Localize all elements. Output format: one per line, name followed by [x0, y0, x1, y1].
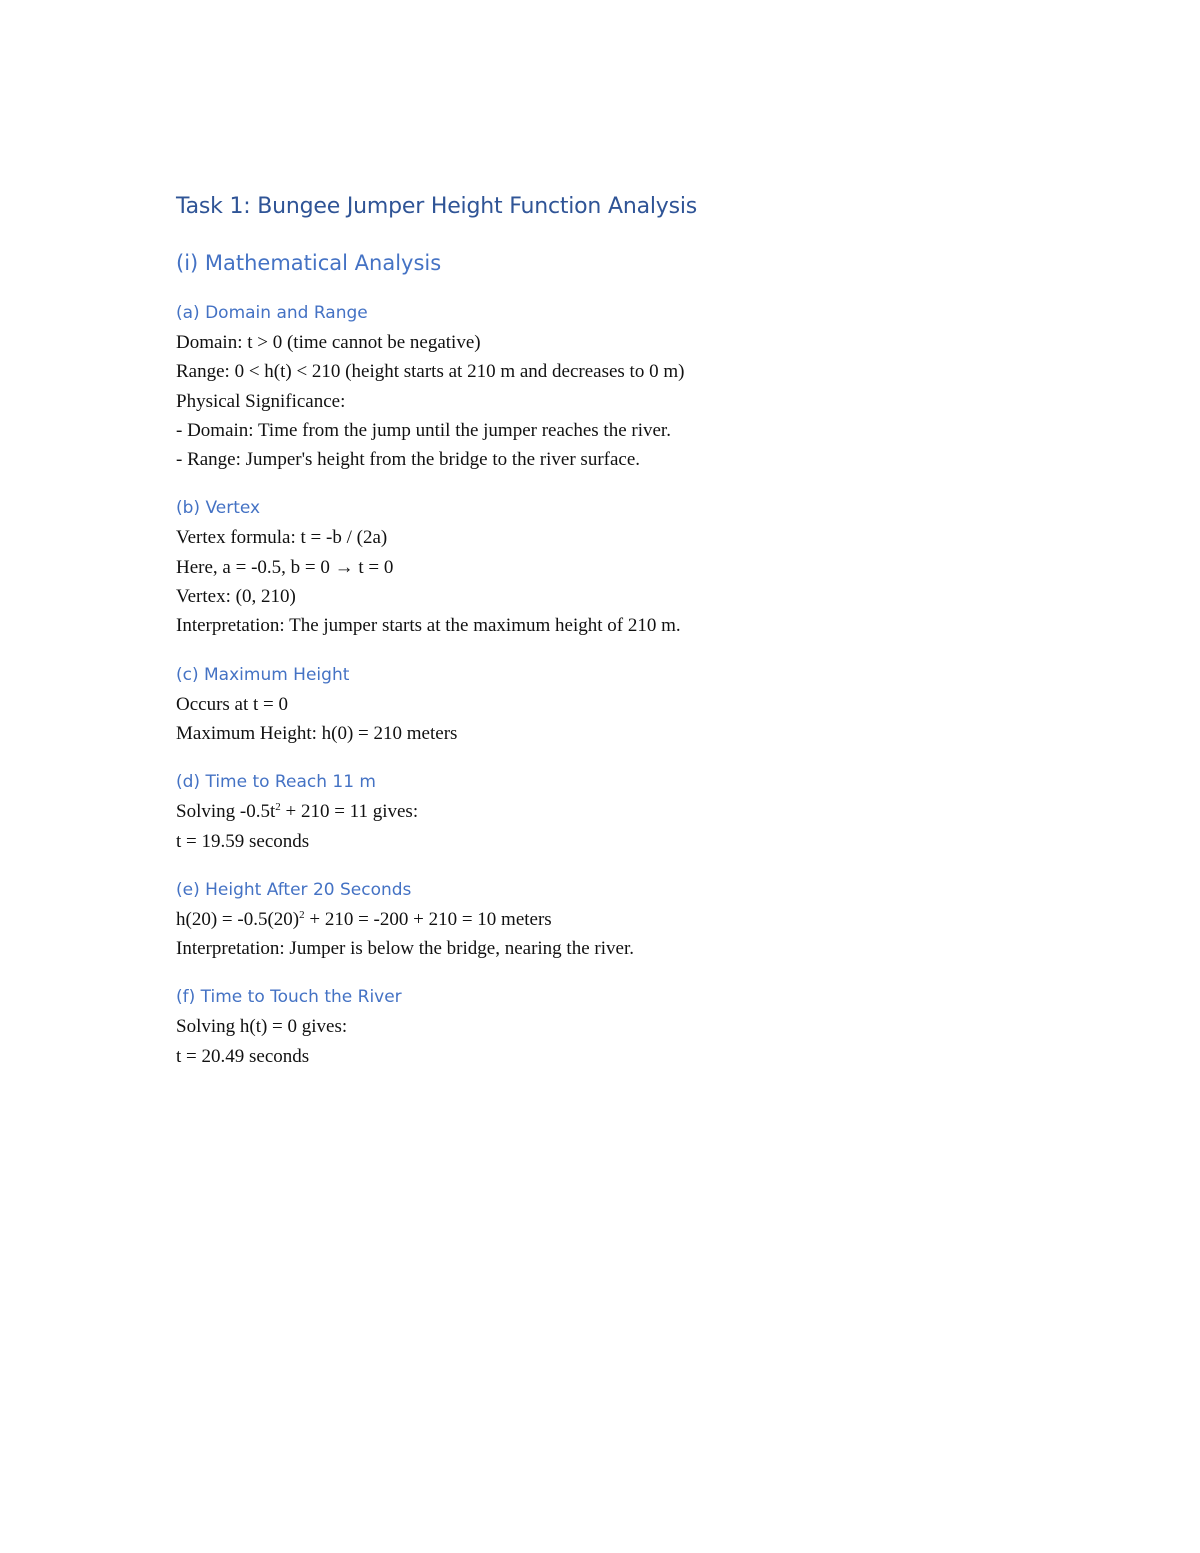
section-time-to-river: [176, 983, 1036, 1071]
section-time-to-11m: [176, 768, 1036, 856]
section-heading: (c) Maximum Height: [176, 664, 350, 685]
exponent: 2: [275, 801, 281, 814]
text-line: t = 19.59 seconds: [176, 830, 310, 852]
section-vertex: [176, 494, 1036, 640]
text-line: Interpretation: Jumper is below the bridge, nearing the river.: [176, 938, 634, 960]
text-line: - Domain: Time from the jump until the jumper reaches the river.: [176, 419, 671, 441]
text-line: Range: 0 < h(t) < 210 (height starts at 210 m and decreases to 0 m): [176, 361, 685, 383]
section-heading: (a) Domain and Range: [176, 303, 368, 323]
section-heading: (d) Time to Reach 11 m: [176, 772, 376, 793]
section-heading: (b) Vertex: [176, 498, 261, 519]
equation-text: + 210 = -200 + 210 = 10 meters: [304, 908, 552, 930]
equation-line: [176, 797, 1036, 826]
text-line: Occurs at t = 0: [176, 693, 289, 715]
text-line: Maximum Height: h(0) = 210 meters: [176, 722, 458, 744]
equation-text: + 210 = 11 gives:: [280, 801, 419, 823]
document-title: Task 1: Bungee Jumper Height Function Analysis: [176, 194, 698, 219]
section-domain-range: [176, 299, 1036, 474]
equation-line: [176, 905, 1036, 934]
document-body: [176, 190, 1036, 1071]
text-line: Vertex: (0, 210): [176, 586, 296, 608]
equation-text: Solving -0.5t: [176, 801, 276, 823]
text-line: Vertex formula: t = -b / (2a): [176, 527, 388, 549]
text-line: t = 20.49 seconds: [176, 1045, 310, 1067]
section-heading: (e) Height After 20 Seconds: [176, 879, 412, 900]
equation-text: h(20) = -0.5(20): [176, 908, 300, 930]
text-line: Domain: t > 0 (time cannot be negative): [176, 332, 481, 353]
exponent: 2: [299, 908, 305, 921]
section-height-after-20s: [176, 876, 1036, 964]
text-line: - Range: Jumper's height from the bridge to the river surface.: [176, 449, 641, 471]
text-line: Here, a = -0.5, b = 0 → t = 0: [176, 556, 394, 578]
text-line: Solving h(t) = 0 gives:: [176, 1016, 348, 1038]
text-line: Physical Significance:: [176, 390, 346, 412]
section-maximum-height: [176, 661, 1036, 749]
part-heading: (i) Mathematical Analysis: [176, 251, 442, 275]
text-line: Interpretation: The jumper starts at the maximum height of 210 m.: [176, 615, 681, 637]
section-heading: (f) Time to Touch the River: [176, 987, 402, 1008]
